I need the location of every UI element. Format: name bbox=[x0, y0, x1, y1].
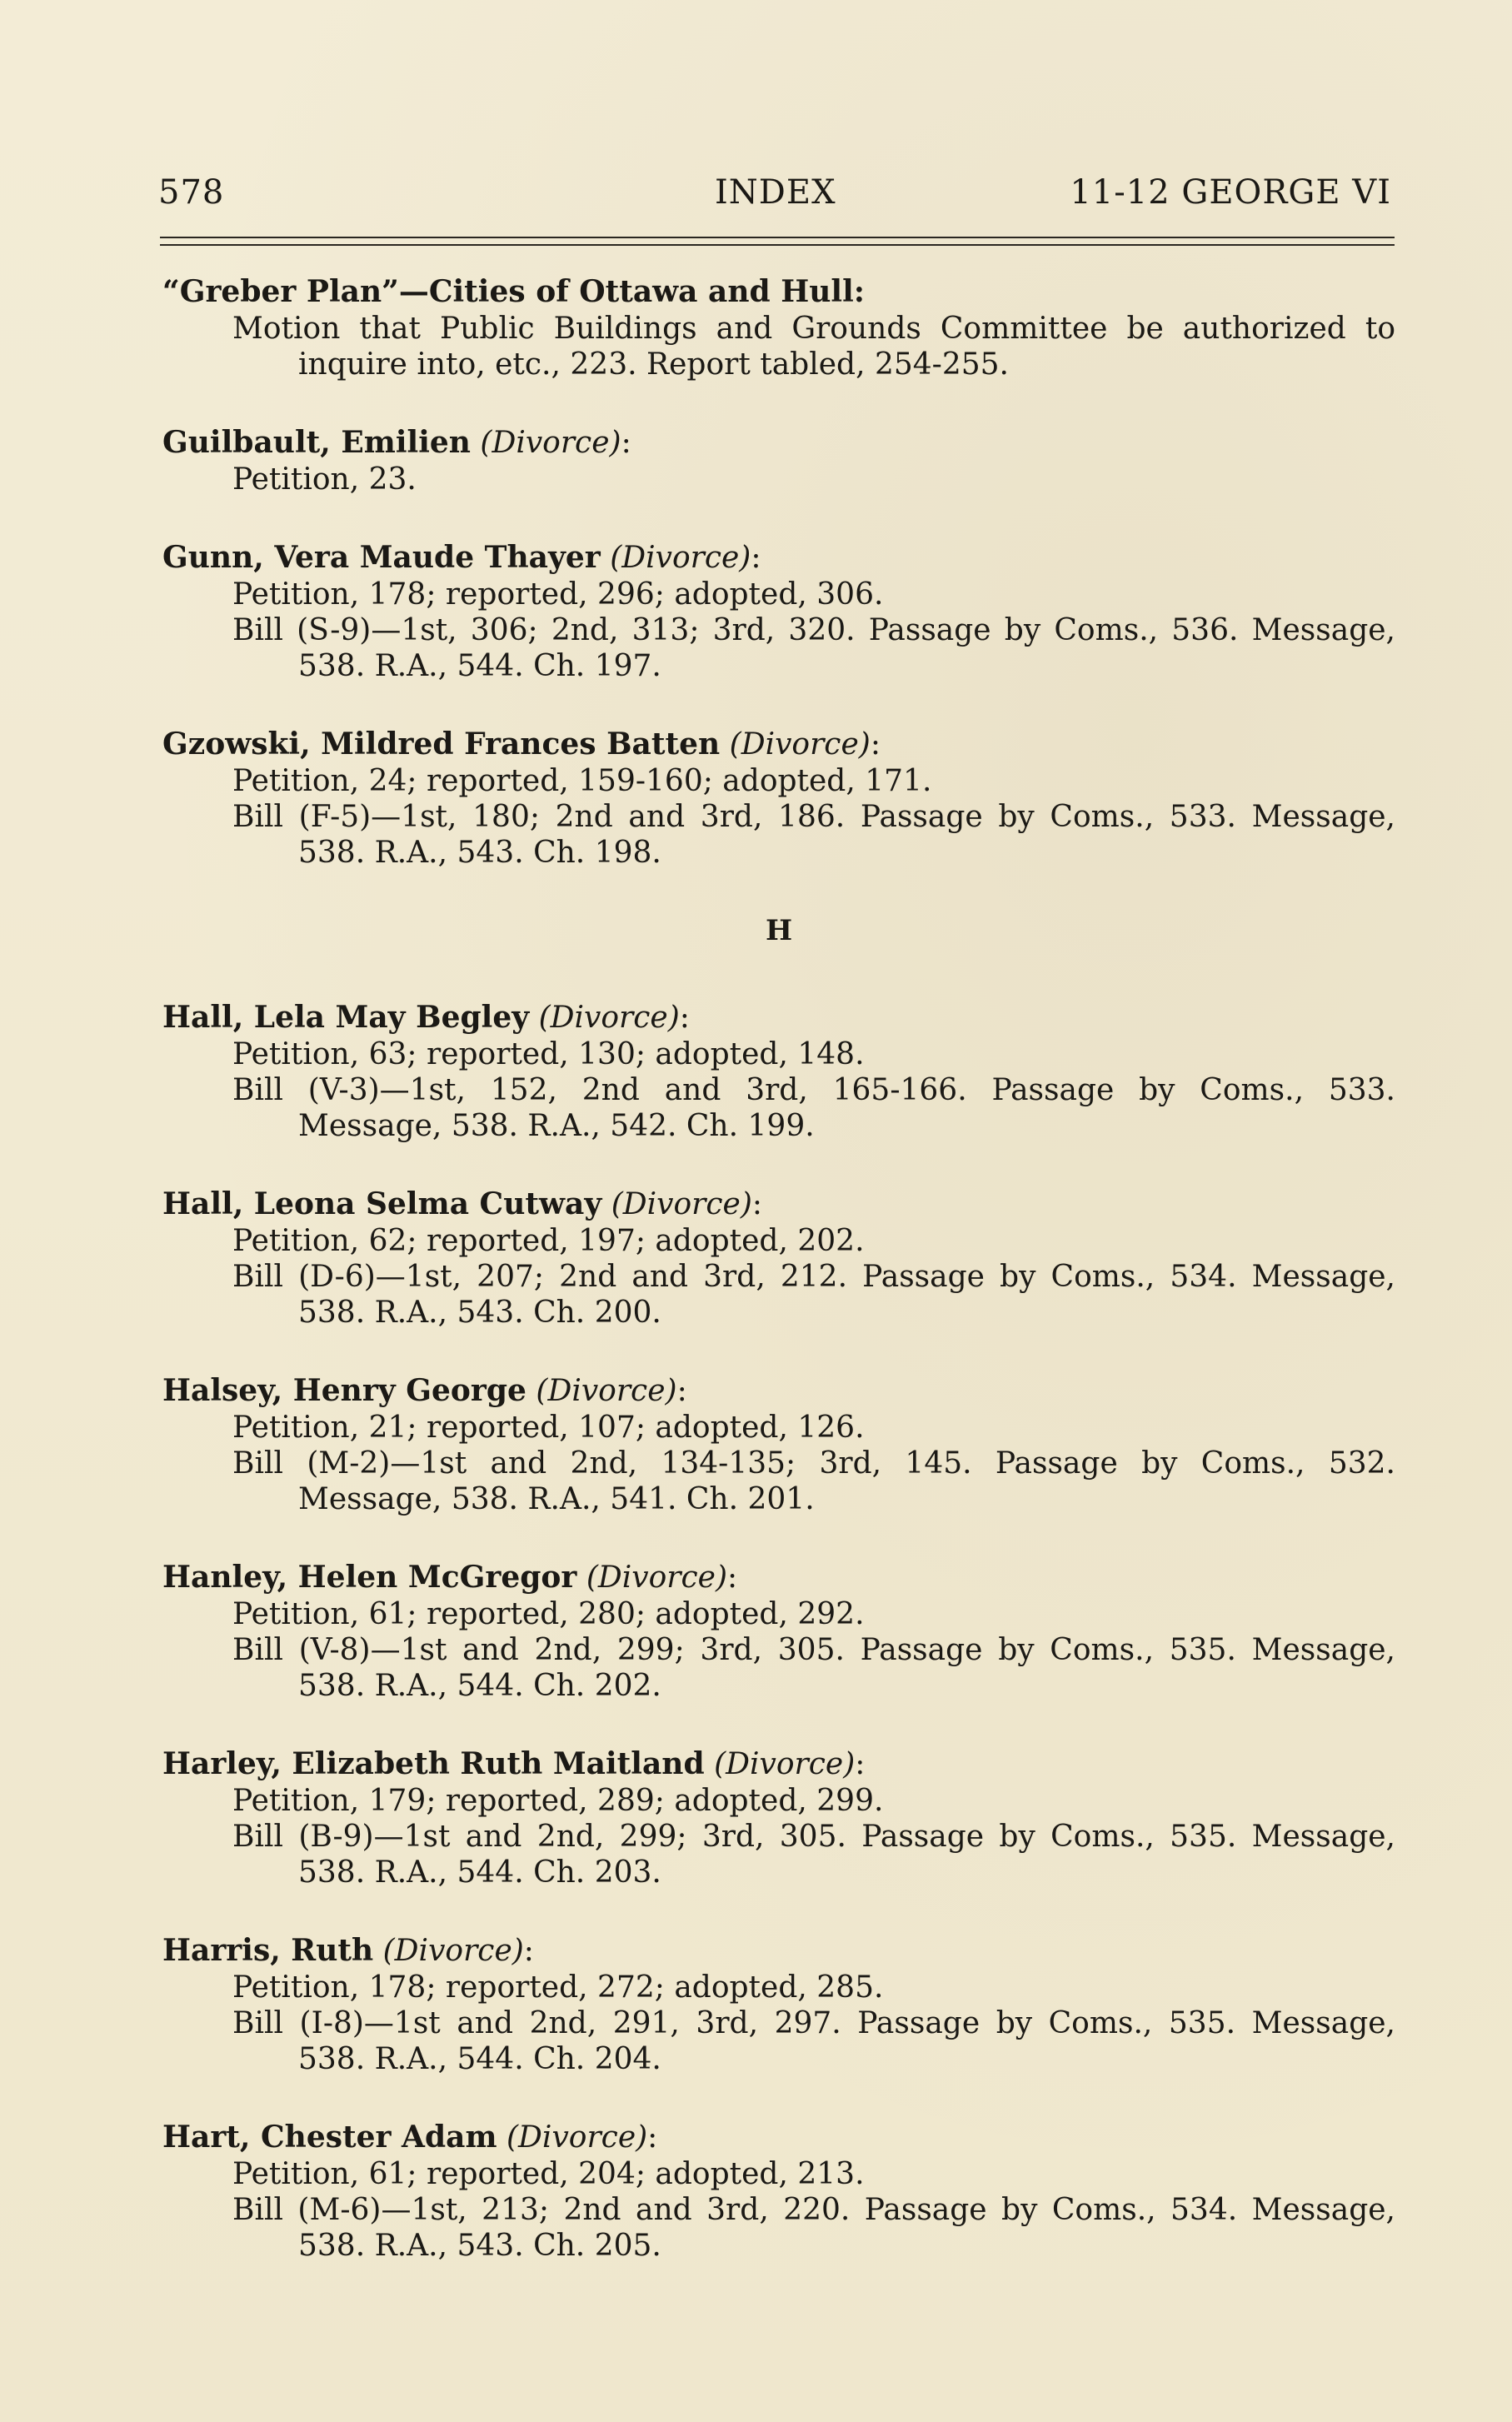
volume-label: 11-12 GEORGE VI bbox=[1070, 173, 1391, 212]
entry-kind: (Divorce) bbox=[729, 727, 871, 762]
entry-line: Bill (S-9)—1st, 306; 2nd, 313; 3rd, 320. Passage by Coms., 536. Message, 538. R.A., 544. Ch. 197. bbox=[232, 613, 1395, 683]
entry-line: Petition, 24; reported, 159-160; adopted, 171. bbox=[232, 764, 932, 798]
entries-group-h bbox=[162, 999, 1395, 2264]
entry-suffix: : bbox=[751, 1187, 762, 1221]
entry-line: Petition, 63; reported, 130; adopted, 148. bbox=[232, 1037, 865, 1071]
entry-kind: (Divorce) bbox=[536, 1374, 677, 1408]
entry-name: Hanley, Helen McGregor bbox=[162, 1560, 577, 1595]
index-entry bbox=[162, 273, 1395, 382]
entry-name: Hart, Chester Adam bbox=[162, 2120, 497, 2155]
entry-suffix: : bbox=[751, 541, 761, 575]
entry-heading bbox=[162, 424, 1395, 462]
header-rule-top bbox=[160, 237, 1395, 238]
entry-line: Bill (D-6)—1st, 207; 2nd and 3rd, 212. Passage by Coms., 534. Message, 538. R.A., 543. Ch. 200. bbox=[232, 1260, 1395, 1330]
entry-line: Bill (V-8)—1st and 2nd, 299; 3rd, 305. Passage by Coms., 535. Message, 538. R.A., 544. Ch. 202. bbox=[232, 1633, 1395, 1703]
entry-heading bbox=[162, 1932, 1395, 1970]
index-entry bbox=[162, 539, 1395, 684]
entry-kind: (Divorce) bbox=[714, 1747, 856, 1781]
entry-line: Bill (F-5)—1st, 180; 2nd and 3rd, 186. Passage by Coms., 533. Message, 538. R.A., 543. Ch. 198. bbox=[232, 800, 1395, 870]
entry-kind: (Divorce) bbox=[611, 1187, 752, 1221]
index-entry bbox=[162, 424, 1395, 497]
entry-line: Motion that Public Buildings and Grounds Committee be authorized to inquire into, etc., 223. Report tabled, 254-255. bbox=[232, 312, 1395, 382]
entry-line: Petition, 61; reported, 204; adopted, 213. bbox=[232, 2157, 865, 2191]
entry-line: Petition, 178; reported, 272; adopted, 285. bbox=[232, 1970, 884, 2005]
index-entry bbox=[162, 1372, 1395, 1517]
entry-suffix: : bbox=[855, 1747, 866, 1781]
entry-line: Petition, 178; reported, 296; adopted, 306. bbox=[232, 577, 884, 612]
entry-heading bbox=[162, 999, 1395, 1036]
page-title: INDEX bbox=[715, 173, 836, 212]
entry-name: Gunn, Vera Maude Thayer bbox=[162, 540, 601, 575]
entry-kind: (Divorce) bbox=[610, 541, 751, 575]
entry-line: Bill (V-3)—1st, 152, 2nd and 3rd, 165-166. Passage by Coms., 533. Message, 538. R.A., 542. Ch. 199. bbox=[232, 1073, 1395, 1143]
index-entry bbox=[162, 1932, 1395, 2077]
entry-name: Harris, Ruth bbox=[162, 1933, 374, 1968]
entry-suffix: : bbox=[679, 1001, 690, 1035]
entry-suffix: : bbox=[870, 727, 881, 762]
index-entry bbox=[162, 1745, 1395, 1890]
entry-name: Halsey, Henry George bbox=[162, 1373, 526, 1408]
entry-suffix: : bbox=[676, 1374, 687, 1408]
entry-name: Guilbault, Emilien bbox=[162, 425, 471, 460]
entry-line: Bill (M-2)—1st and 2nd, 134-135; 3rd, 145. Passage by Coms., 532. Message, 538. R.A., 541. Ch. 201. bbox=[232, 1446, 1395, 1516]
entry-kind: (Divorce) bbox=[480, 426, 621, 460]
entry-suffix: : bbox=[726, 1561, 738, 1595]
entry-heading bbox=[162, 1745, 1395, 1783]
entry-line: Petition, 179; reported, 289; adopted, 299. bbox=[232, 1784, 884, 1818]
entry-line: Bill (M-6)—1st, 213; 2nd and 3rd, 220. Passage by Coms., 534. Message, 538. R.A., 543. Ch. 205. bbox=[232, 2193, 1395, 2263]
index-entry bbox=[162, 726, 1395, 871]
entry-heading bbox=[162, 539, 1395, 577]
page-header bbox=[158, 173, 1391, 223]
entry-suffix: : bbox=[647, 2120, 658, 2155]
entry-kind: (Divorce) bbox=[382, 1934, 524, 1968]
entry-heading bbox=[162, 273, 1395, 311]
entry-heading bbox=[162, 1372, 1395, 1410]
entry-name: Harley, Elizabeth Ruth Maitland bbox=[162, 1746, 705, 1781]
entries-group-g bbox=[162, 273, 1395, 871]
index-entry bbox=[162, 1559, 1395, 1704]
entry-line: Petition, 61; reported, 280; adopted, 292. bbox=[232, 1597, 865, 1631]
entry-line: Petition, 62; reported, 197; adopted, 202. bbox=[232, 1224, 865, 1258]
entry-kind: (Divorce) bbox=[506, 2120, 648, 2155]
entry-name: Hall, Lela May Begley bbox=[162, 1000, 530, 1035]
index-entry bbox=[162, 1186, 1395, 1331]
section-letter: H bbox=[765, 914, 793, 947]
index-entry bbox=[162, 999, 1395, 1144]
entry-line: Bill (I-8)—1st and 2nd, 291, 3rd, 297. Passage by Coms., 535. Message, 538. R.A., 544. Ch. 204. bbox=[232, 2006, 1395, 2076]
entry-line: Petition, 21; reported, 107; adopted, 126. bbox=[232, 1411, 865, 1445]
index-entry bbox=[162, 2119, 1395, 2264]
entry-suffix: : bbox=[621, 426, 631, 460]
entry-heading bbox=[162, 726, 1395, 763]
entry-name: Hall, Leona Selma Cutway bbox=[162, 1186, 602, 1221]
entry-line: Petition, 23. bbox=[232, 462, 417, 497]
entry-kind: (Divorce) bbox=[538, 1001, 680, 1035]
header-rule-bottom bbox=[160, 244, 1395, 246]
page-number: 578 bbox=[158, 173, 225, 212]
entry-heading bbox=[162, 1559, 1395, 1596]
entry-suffix: : bbox=[523, 1934, 534, 1968]
entry-name: Gzowski, Mildred Frances Batten bbox=[162, 727, 721, 762]
entry-kind: (Divorce) bbox=[586, 1561, 727, 1595]
entry-line: Bill (B-9)—1st and 2nd, 299; 3rd, 305. Passage by Coms., 535. Message, 538. R.A., 544. Ch. 203. bbox=[232, 1820, 1395, 1890]
entry-heading bbox=[162, 1186, 1395, 1223]
entry-heading bbox=[162, 2119, 1395, 2156]
index-entries bbox=[162, 273, 1395, 2305]
entry-name: “Greber Plan”—Cities of Ottawa and Hull: bbox=[162, 274, 866, 309]
